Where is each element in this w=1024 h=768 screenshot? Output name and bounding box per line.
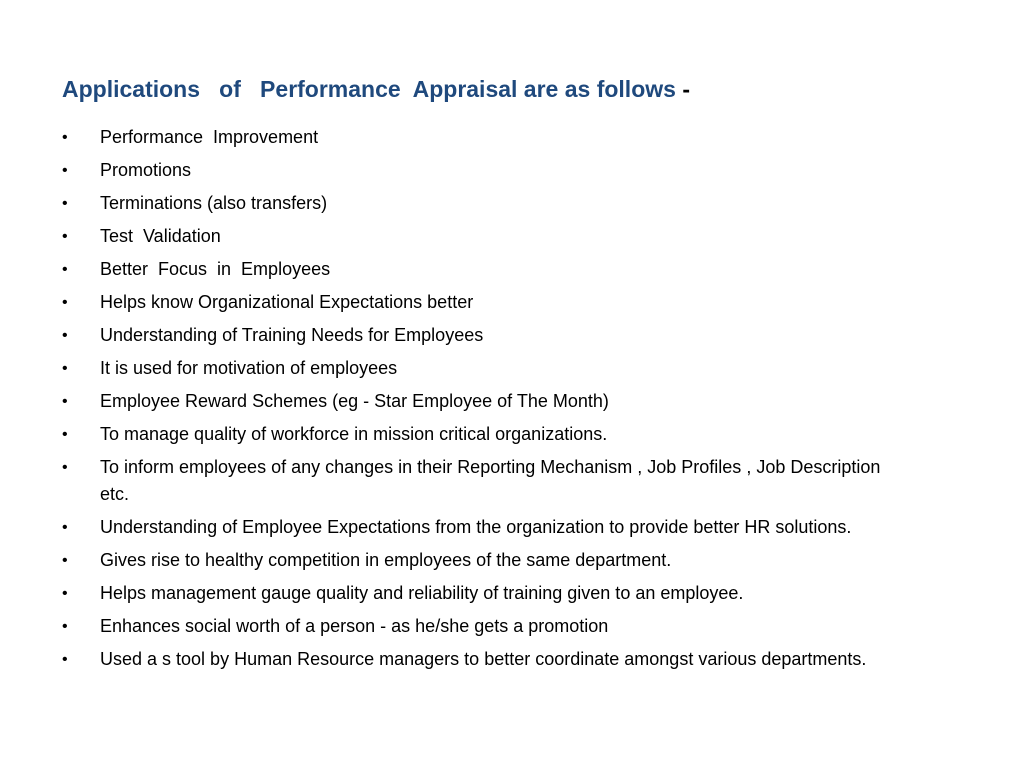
- bullet-icon: •: [62, 519, 68, 536]
- bullet-icon: •: [62, 294, 68, 311]
- bullet-icon: •: [62, 393, 68, 410]
- list-item-text: It is used for motivation of employees: [100, 358, 398, 378]
- list-item: [62, 124, 912, 151]
- list-item: [62, 514, 912, 541]
- list-item: [62, 454, 912, 508]
- list-item: [62, 256, 912, 283]
- bullet-icon: •: [62, 618, 68, 635]
- list-item-text: To inform employees of any changes in their Reporting Mechanism , Job Profiles , Job Description etc.: [100, 457, 886, 504]
- bullet-icon: •: [62, 261, 68, 278]
- list-item: [62, 547, 912, 574]
- bullet-icon: •: [62, 195, 68, 212]
- bullet-icon: •: [62, 585, 68, 602]
- list-item: [62, 613, 912, 640]
- list-item-text: To manage quality of workforce in mission critical organizations.: [100, 424, 608, 444]
- bullet-list: [62, 124, 912, 679]
- list-item: [62, 157, 912, 184]
- list-item: [62, 322, 912, 349]
- list-item: [62, 580, 912, 607]
- list-item-text: Employee Reward Schemes (eg - Star Employee of The Month): [100, 391, 609, 411]
- list-item: [62, 190, 912, 217]
- bullet-icon: •: [62, 327, 68, 344]
- bullet-icon: •: [62, 651, 68, 668]
- list-item-text: Performance Improvement: [100, 127, 319, 147]
- list-item: [62, 388, 912, 415]
- list-item-text: Test Validation: [100, 226, 221, 246]
- slide-title: [62, 72, 690, 106]
- bullet-icon: •: [62, 162, 68, 179]
- bullet-icon: •: [62, 228, 68, 245]
- list-item-text: Terminations (also transfers): [100, 193, 328, 213]
- list-item: [62, 289, 912, 316]
- bullet-icon: •: [62, 129, 68, 146]
- list-item-text: Understanding of Employee Expectations from the organization to provide better HR solutions.: [100, 517, 852, 537]
- list-item-text: Used a s tool by Human Resource managers to better coordinate amongst various departments.: [100, 649, 867, 669]
- slide-title-dash: -: [675, 76, 690, 102]
- list-item-text: Helps know Organizational Expectations better: [100, 292, 474, 312]
- list-item: [62, 223, 912, 250]
- list-item: [62, 355, 912, 382]
- list-item: [62, 421, 912, 448]
- list-item-text: Better Focus in Employees: [100, 259, 331, 279]
- list-item-text: Understanding of Training Needs for Employees: [100, 325, 484, 345]
- bullet-icon: •: [62, 459, 68, 476]
- slide-title-text: Applications of Performance Appraisal are as follows: [62, 76, 676, 102]
- bullet-icon: •: [62, 360, 68, 377]
- list-item: [62, 646, 912, 673]
- list-item-text: Gives rise to healthy competition in employees of the same department.: [100, 550, 672, 570]
- bullet-icon: •: [62, 426, 68, 443]
- bullet-icon: •: [62, 552, 68, 569]
- list-item-text: Promotions: [100, 160, 192, 180]
- list-item-text: Helps management gauge quality and reliability of training given to an employee.: [100, 583, 744, 603]
- list-item-text: Enhances social worth of a person - as he/she gets a promotion: [100, 616, 609, 636]
